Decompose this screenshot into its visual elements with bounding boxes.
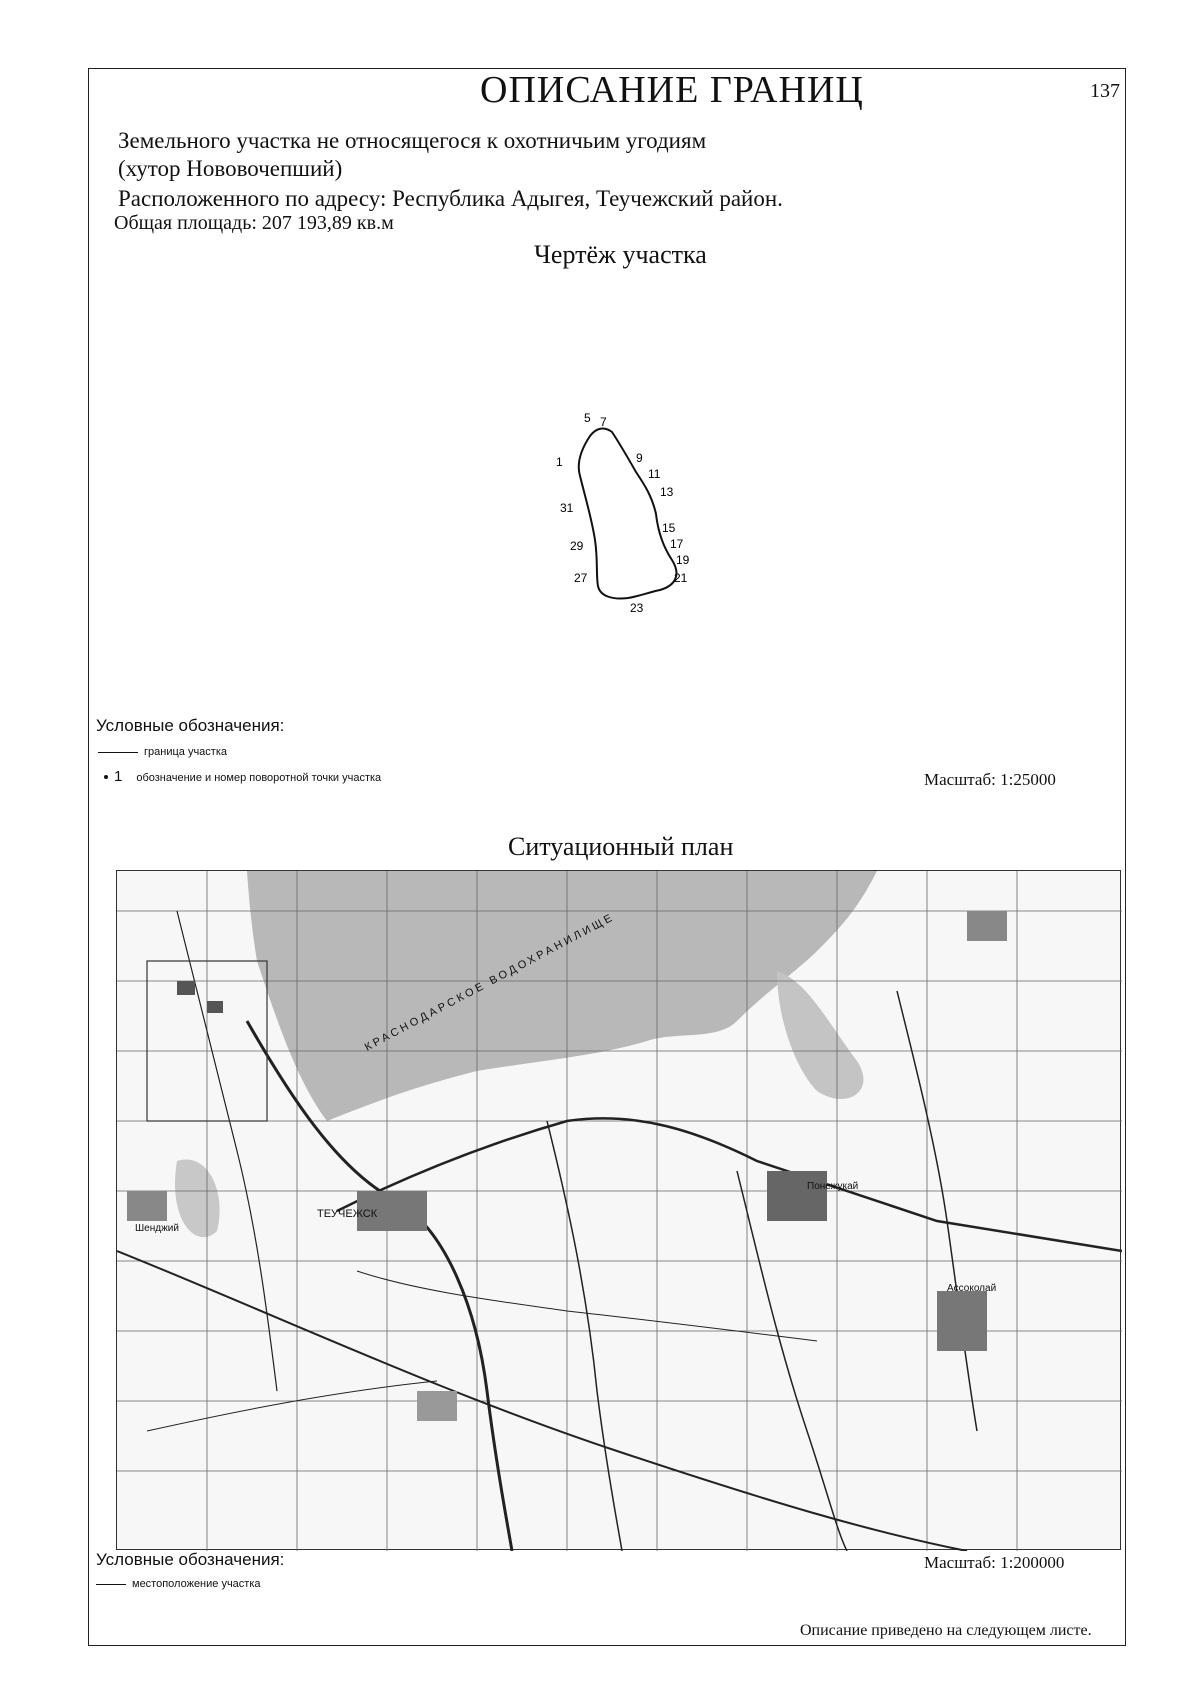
point-label: 21: [674, 571, 688, 585]
boundary-line-symbol: [98, 752, 138, 753]
point-label: 29: [570, 539, 584, 553]
parcel-description-line-2: (хутор Нововочепший): [118, 156, 343, 181]
footer-note: Описание приведено на следующем листе.: [800, 1622, 1092, 1639]
point-label: 9: [636, 451, 643, 465]
reservoir-area: [777, 971, 863, 1099]
point-label: 15: [662, 521, 676, 535]
page-title: ОПИСАНИЕ ГРАНИЦ: [480, 69, 864, 111]
lake: [175, 1159, 220, 1237]
scale-situation: Масштаб: 1:200000: [924, 1553, 1065, 1572]
point-label: 27: [574, 571, 588, 585]
legend-heading: Условные обозначения:: [96, 716, 285, 735]
point-label: 19: [676, 553, 690, 567]
situation-map: [116, 870, 1121, 1550]
map-label-reservoir: КРАСНОДАРСКОЕ ВОДОХРАНИЛИЩЕ: [362, 911, 617, 1054]
page-number: 137: [1090, 80, 1120, 102]
point-label: 5: [584, 411, 591, 425]
point-label: 1: [556, 455, 563, 469]
point-label: 31: [560, 501, 574, 515]
point-label: 13: [660, 485, 674, 499]
legend-item-location: местоположение участка: [96, 1578, 261, 1590]
legend-item-point: 1 обозначение и номер поворотной точки участка: [98, 768, 381, 785]
point-dot-symbol: [104, 775, 108, 779]
location-line-symbol: [96, 1584, 126, 1585]
total-area: Общая площадь: 207 193,89 кв.м: [114, 212, 394, 234]
point-label: 11: [648, 467, 661, 481]
legend-heading-2: Условные обозначения:: [96, 1550, 285, 1569]
scale-drawing: Масштаб: 1:25000: [924, 770, 1056, 789]
parcel-description-line-1: Земельного участка не относящегося к охотничьим угодиям: [118, 128, 707, 153]
point-label: 17: [670, 537, 684, 551]
map-label-shendzhiy: Шенджий: [135, 1223, 179, 1234]
map-label-assokolai: Ассоколай: [947, 1283, 997, 1294]
point-label: 23: [630, 601, 644, 615]
situation-plan-heading: Ситуационный план: [508, 832, 734, 861]
drawing-heading: Чертёж участка: [534, 240, 707, 269]
map-label-ponezhukay: Понежукай: [807, 1181, 859, 1192]
legend-item-boundary: граница участка: [98, 746, 227, 758]
map-canvas: [117, 871, 1122, 1551]
parcel-drawing: [540, 400, 720, 630]
parcel-boundary: [579, 429, 677, 599]
address-line: Расположенного по адресу: Республика Адыгея, Теучежский район.: [118, 186, 783, 211]
point-label: 7: [600, 415, 607, 429]
map-label-teuchezhsk: ТЕУЧЕЖСК: [317, 1208, 378, 1220]
